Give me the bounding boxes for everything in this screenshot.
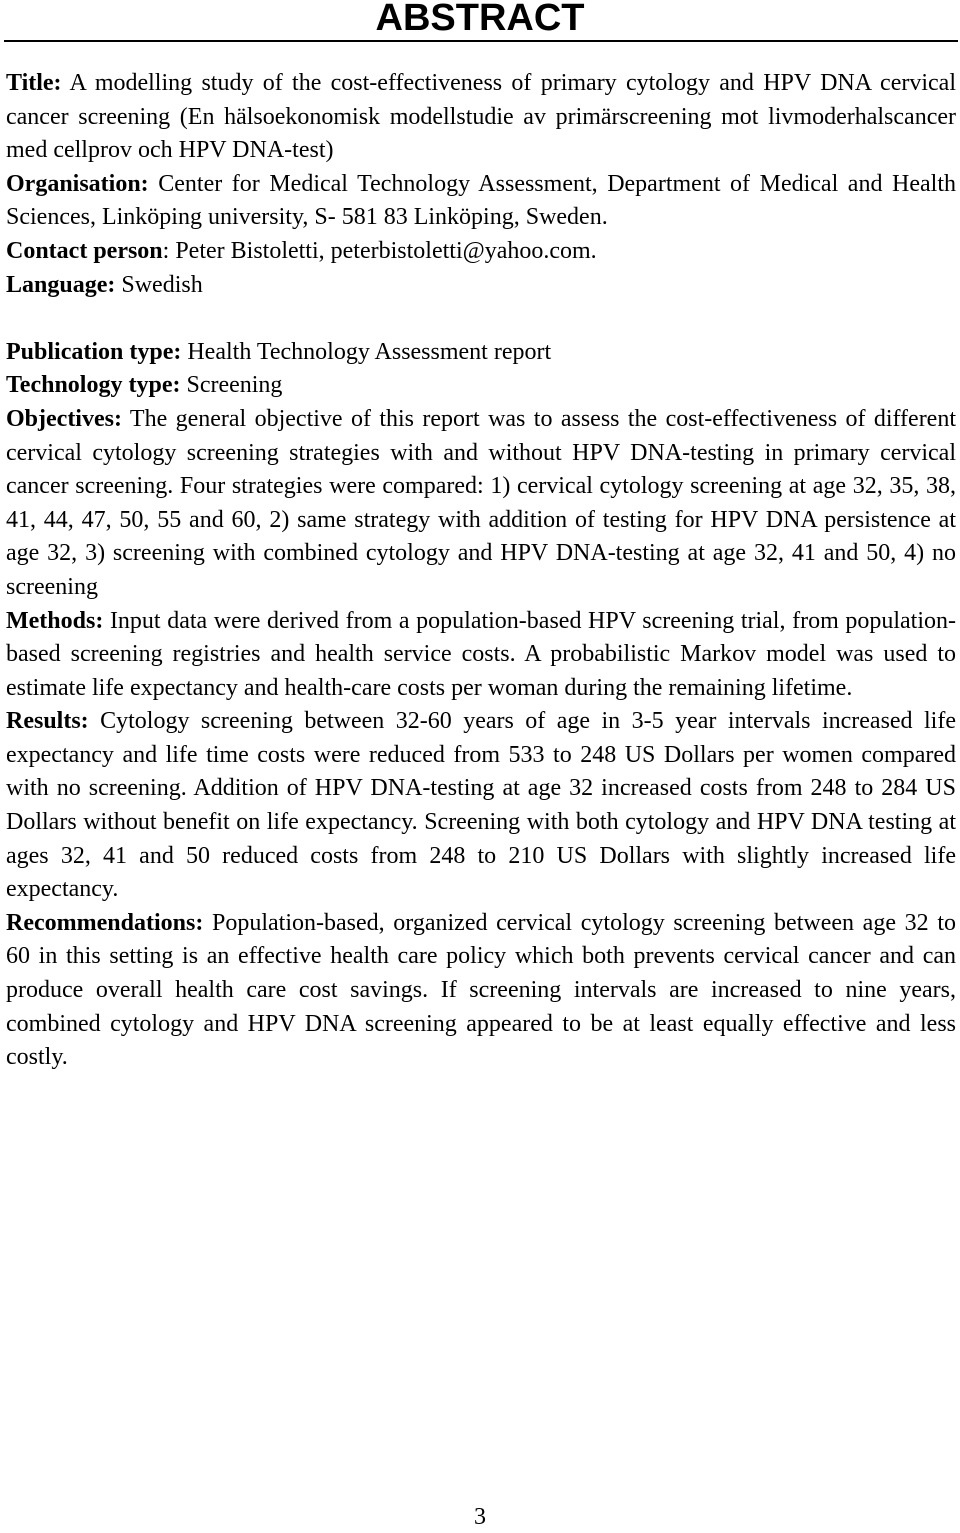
recommendations-label: Recommendations: <box>6 909 204 936</box>
methods-field <box>6 605 956 706</box>
contact-field <box>6 235 956 269</box>
objectives-text: The general objective of this report was to assess the cost-effectiveness of different cervical cytology screening strategies with and without HPV DNA-testing in primary cervical cancer screening. Four strategies were compared: 1) cervical cytology screening at age 32, 35, 38, 41, 44, 47, 50, 55 and 60, 2) same strategy with addition of testing for HPV DNA persistence at age 32, 3) screening with combined cytology and HPV DNA-testing at age 32, 41 and 50, 4) no screening <box>6 405 956 600</box>
objectives-label: Objectives: <box>6 405 122 432</box>
publication-type-field <box>6 336 956 370</box>
title-text: A modelling study of the cost-effectiveness of primary cytology and HPV DNA cervical cancer screening (En hälsoekonomisk modellstudie av primärscreening mot livmoderhalscancer med cellprov och HPV DNA-test) <box>6 70 956 164</box>
organisation-label: Organisation: <box>6 170 149 197</box>
title-label: Title: <box>6 70 62 96</box>
contact-label: Contact person <box>6 237 163 264</box>
organisation-text: Center for Medical Technology Assessment, Department of Medical and Health Sciences, Linköping university, S- 581 83 Linköping, Sweden. <box>6 170 956 231</box>
methods-label: Methods: <box>6 607 104 634</box>
language-text: Swedish <box>115 271 203 298</box>
technology-type-field <box>6 369 956 403</box>
title-field <box>6 67 956 168</box>
objectives-field <box>6 403 956 605</box>
methods-text: Input data were derived from a population-based HPV screening trial, from population-based screening registries and health service costs. A probabilistic Markov model was used to estimate life expectancy and health-care costs per woman during the remaining lifetime. <box>6 607 956 701</box>
section-gap <box>6 302 956 336</box>
recommendations-field <box>6 907 956 1075</box>
results-label: Results: <box>6 708 89 735</box>
technology-type-text: Screening <box>180 372 283 399</box>
organisation-field <box>6 168 956 235</box>
language-field <box>6 269 956 303</box>
publication-type-label: Publication type: <box>6 338 182 365</box>
abstract-heading: ABSTRACT <box>375 0 585 39</box>
contact-text: : Peter Bistoletti, peterbistoletti@yahoo.com. <box>162 237 597 264</box>
recommendations-text: Population-based, organized cervical cytology screening between age 32 to 60 in this setting is an effective health care policy which both prevents cervical cancer and can produce overall health care cost savings. If screening intervals are increased to nine years, combined cytology and HPV DNA screening appeared to be at least equally effective and less costly. <box>6 909 956 1071</box>
results-text: Cytology screening between 32-60 years of age in 3-5 year intervals increased life expectancy and life time costs were reduced from 533 to 248 US Dollars per women compared with no screening. Addition of HPV DNA-testing at age 32 increased costs from 248 to 284 US Dollars without benefit on life expectancy. Screening with both cytology and HPV DNA testing at ages 32, 41 and 50 reduced costs from 248 to 210 US Dollars with slightly increased life expectancy. <box>6 708 956 903</box>
language-label: Language: <box>6 271 116 298</box>
technology-type-label: Technology type: <box>6 372 181 399</box>
heading-rule <box>4 40 958 42</box>
publication-type-text: Health Technology Assessment report <box>181 338 552 365</box>
page-number: 3 <box>474 1504 486 1530</box>
results-field <box>6 705 956 907</box>
abstract-body <box>6 67 956 1075</box>
